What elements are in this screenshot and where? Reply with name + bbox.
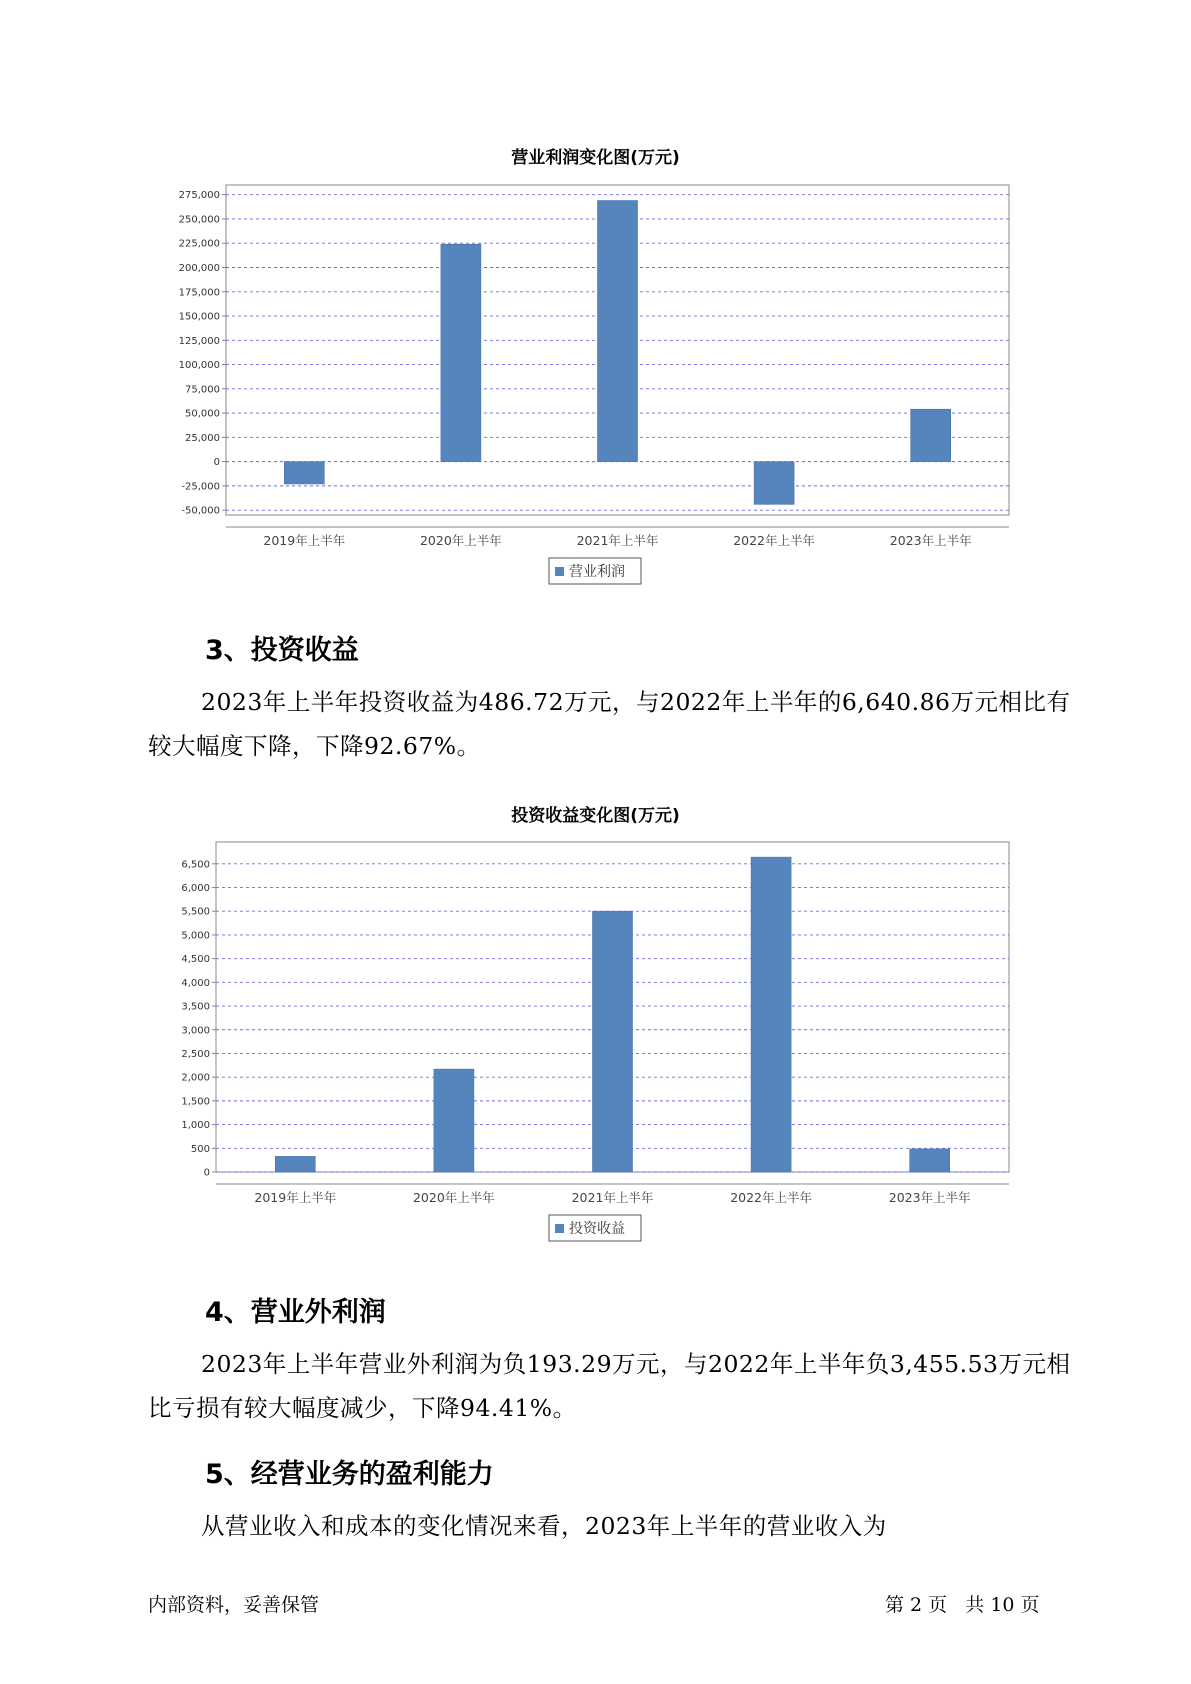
bar-3	[598, 201, 638, 462]
y-tick-label: 225,000	[178, 238, 220, 250]
bar-1	[284, 462, 324, 484]
legend-label: 营业利润	[569, 564, 625, 580]
y-tick-label: 125,000	[178, 335, 220, 347]
y-tick-label: 275,000	[178, 190, 220, 202]
y-tick-label: 150,000	[178, 311, 220, 323]
bar-2	[434, 1069, 474, 1172]
x-tick-label: 2023年上半年	[889, 533, 972, 548]
bar-4	[751, 857, 791, 1172]
bar-5	[910, 1149, 950, 1172]
legend-label: 投资收益	[569, 1221, 625, 1237]
footer-left: 内部资料，妥善保管	[148, 1594, 320, 1616]
bar-2	[441, 244, 481, 461]
x-tick-label: 2023年上半年	[888, 1190, 971, 1205]
bar-1	[275, 1156, 315, 1172]
section-3-heading: 3、投资收益	[205, 635, 359, 666]
y-tick-label: 100,000	[178, 360, 220, 372]
y-tick-label: -50,000	[181, 505, 220, 517]
bar-5	[911, 409, 951, 461]
y-tick-label: 500	[190, 1143, 210, 1155]
section-3-paragraph: 2023年上半年投资收益为486.72万元，与2022年上半年的6,640.86万元相比有较大幅度下降，下降92.67%。	[148, 688, 1071, 760]
x-tick-label: 2019年上半年	[263, 533, 346, 548]
investment-income-chart	[0, 830, 1191, 1250]
chart-1-title: 营业利润变化图(万元)	[511, 148, 680, 168]
x-tick-label: 2019年上半年	[254, 1190, 337, 1205]
y-tick-label: 1,000	[181, 1120, 210, 1132]
y-tick-label: 175,000	[178, 287, 220, 299]
x-tick-label: 2022年上半年	[730, 1190, 813, 1205]
y-tick-label: 5,500	[181, 906, 210, 918]
bar-3	[593, 911, 633, 1172]
y-tick-label: 3,500	[181, 1001, 210, 1013]
x-tick-label: 2022年上半年	[733, 533, 816, 548]
legend-swatch	[555, 1224, 564, 1233]
operating-profit-chart	[0, 170, 1191, 590]
x-tick-label: 2020年上半年	[412, 1190, 495, 1205]
y-tick-label: -25,000	[181, 481, 220, 493]
y-tick-label: 6,000	[181, 883, 210, 895]
y-tick-label: 1,500	[181, 1096, 210, 1108]
section-5-paragraph: 从营业收入和成本的变化情况来看，2023年上半年的营业收入为	[201, 1512, 887, 1540]
bar-4	[754, 462, 794, 505]
x-tick-label: 2020年上半年	[419, 533, 502, 548]
section-4-paragraph: 2023年上半年营业外利润为负193.29万元，与2022年上半年负3,455.53万元相比亏损有较大幅度减少，下降94.41%。	[148, 1350, 1071, 1422]
y-tick-label: 75,000	[185, 384, 220, 396]
y-tick-label: 2,000	[181, 1072, 210, 1084]
y-tick-label: 6,500	[181, 859, 210, 871]
y-tick-label: 250,000	[178, 214, 220, 226]
y-tick-label: 5,000	[181, 930, 210, 942]
section-5-heading: 5、经营业务的盈利能力	[205, 1459, 494, 1490]
y-tick-label: 4,500	[181, 954, 210, 966]
y-tick-label: 4,000	[181, 977, 210, 989]
footer-page-number: 第 2 页 共 10 页	[885, 1594, 1040, 1616]
legend-swatch	[555, 567, 564, 576]
x-tick-label: 2021年上半年	[571, 1190, 654, 1205]
y-tick-label: 0	[203, 1167, 210, 1179]
chart-2-title: 投资收益变化图(万元)	[511, 806, 680, 826]
y-tick-label: 50,000	[185, 408, 220, 420]
y-tick-label: 200,000	[178, 263, 220, 274]
x-tick-label: 2021年上半年	[576, 533, 659, 548]
y-tick-label: 3,000	[181, 1025, 210, 1037]
y-tick-label: 25,000	[185, 432, 220, 444]
y-tick-label: 2,500	[181, 1048, 210, 1060]
section-4-heading: 4、营业外利润	[205, 1297, 386, 1328]
y-tick-label: 0	[213, 457, 220, 469]
